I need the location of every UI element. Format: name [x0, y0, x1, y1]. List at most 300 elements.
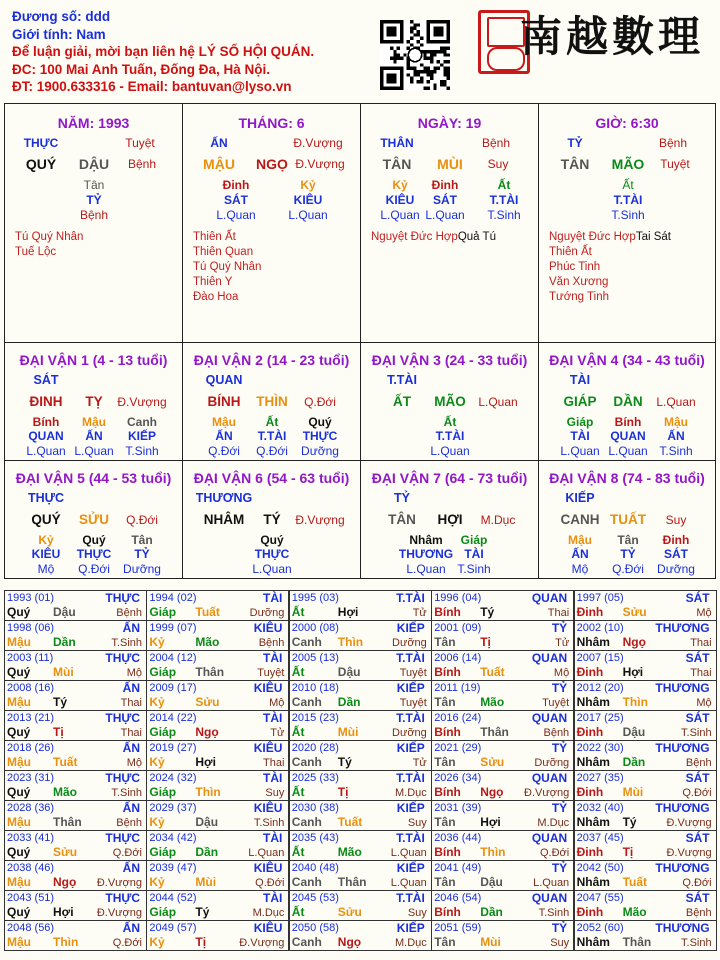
year-god: KIÊU — [253, 921, 283, 935]
luck-stem: TÂN — [388, 512, 416, 527]
year-phase: Q.Đới — [682, 787, 712, 799]
year-phase: Bệnh — [116, 817, 142, 829]
star-item: Thiên Ất — [549, 246, 592, 258]
year-cell — [574, 680, 717, 711]
luck-stem: ĐINH — [29, 394, 63, 409]
year-cell — [431, 770, 574, 801]
year-branch: Tuất — [53, 755, 78, 769]
pillar-branch: NGỌ — [256, 156, 288, 172]
year-branch: Mão — [195, 635, 220, 649]
year-cell — [289, 680, 432, 711]
year-stem: Mậu — [7, 635, 31, 649]
year-label: 2046 (54) — [434, 892, 482, 904]
year-god: THỰC — [105, 771, 140, 785]
year-phase: Dưỡng — [249, 607, 285, 619]
year-branch: Tý — [195, 905, 210, 919]
year-branch: Tuất — [622, 875, 648, 889]
year-phase: Đ.Vượng — [96, 877, 142, 889]
year-god: T.TÀI — [396, 651, 425, 665]
pillar-cell — [182, 103, 361, 343]
year-label: 2040 (48) — [291, 862, 339, 874]
luck-stem: CANH — [560, 512, 600, 527]
year-phase: Tử — [412, 607, 427, 619]
year-cell — [289, 800, 432, 831]
year-stem: Đinh — [576, 605, 604, 619]
luck-star: QUAN — [205, 373, 243, 387]
year-cell — [4, 860, 147, 891]
luck-cell — [538, 460, 716, 579]
year-branch: Dậu — [53, 605, 76, 619]
pillar-stem: TÂN — [382, 156, 412, 172]
year-phase: T.Sinh — [253, 817, 285, 829]
year-stem: Mậu — [7, 935, 31, 949]
luck-hidden-stem: Quý — [82, 533, 106, 547]
luck-hidden-stem: Đinh — [662, 533, 690, 547]
year-stem: Mậu — [7, 695, 31, 709]
year-cell — [289, 890, 432, 921]
year-phase: Thai — [690, 667, 712, 679]
year-phase: Suy — [407, 907, 427, 919]
pillar-stem: MẬU — [203, 156, 235, 172]
luck-hidden-god: QUAN — [28, 429, 64, 443]
year-label: 2039 (47) — [149, 862, 197, 874]
year-phase: Bệnh — [543, 727, 570, 739]
luck-hidden-stem: Canh — [127, 415, 157, 429]
year-stem: Ất — [291, 605, 305, 619]
year-label: 2000 (08) — [291, 622, 339, 634]
year-stem: Quý — [7, 665, 31, 679]
hidden-god: SÁT — [433, 193, 457, 207]
year-stem: Tân — [434, 695, 456, 709]
year-god: QUAN — [531, 711, 568, 725]
luck-star: TỶ — [394, 491, 410, 505]
qr-code-icon[interactable] — [380, 20, 450, 90]
year-phase: M.Dục — [395, 937, 427, 949]
year-branch: Dậu — [622, 725, 646, 739]
year-god: KIẾP — [396, 741, 425, 755]
year-stem: Mậu — [7, 815, 31, 829]
year-god: ẤN — [122, 921, 140, 935]
year-branch: Thân — [195, 665, 225, 679]
year-branch: Tị — [53, 725, 64, 739]
year-branch: Hợi — [622, 665, 644, 679]
year-label: 2001 (09) — [434, 622, 482, 634]
year-stem: Đinh — [576, 905, 604, 919]
luck-hidden-god: KIẾP — [127, 429, 156, 443]
year-phase: Suy — [407, 817, 427, 829]
pillar-cell — [4, 103, 183, 343]
year-god: TỶ — [551, 861, 568, 875]
year-phase: Đ.Vượng — [666, 817, 712, 829]
year-cell — [289, 740, 432, 771]
luck-hidden-phase: L.Quan — [26, 444, 66, 458]
year-phase: Mộ — [696, 607, 712, 619]
year-god: THƯƠNG — [655, 621, 710, 635]
year-cell — [146, 860, 289, 891]
year-label: 2032 (40) — [576, 802, 624, 814]
year-branch: Dần — [622, 755, 646, 769]
year-phase: Mộ — [696, 697, 712, 709]
year-phase: Đ.Vượng — [666, 847, 712, 859]
luck-stem: GIÁP — [563, 394, 597, 409]
year-god: THỰC — [105, 591, 140, 605]
star-item: Văn Xương — [549, 276, 609, 288]
luck-hidden-stem: Bính — [614, 415, 642, 429]
pillar-stem: QUÝ — [25, 156, 57, 172]
luck-hidden-god: TỶ — [134, 547, 150, 561]
star-item: Thiên Y — [193, 276, 233, 288]
year-branch: Mùi — [337, 725, 359, 739]
year-cell — [431, 590, 574, 621]
year-stem: Mậu — [7, 875, 31, 889]
year-cell — [431, 680, 574, 711]
year-god: TỶ — [551, 801, 568, 815]
year-label: 2021 (29) — [434, 742, 482, 754]
year-stem: Nhâm — [576, 875, 610, 889]
luck-hidden-god: TÀI — [570, 429, 590, 443]
year-phase: Tuyệt — [257, 667, 285, 679]
year-cell — [431, 710, 574, 741]
year-label: 2041 (49) — [434, 862, 482, 874]
year-label: 2008 (16) — [7, 682, 55, 694]
year-branch: Dần — [480, 905, 503, 919]
pillar-branch-state: Tuyệt — [660, 157, 690, 171]
year-god: QUAN — [531, 591, 568, 605]
year-stem: Nhâm — [576, 935, 610, 949]
pillar-stars — [549, 230, 671, 305]
year-branch: Mão — [337, 845, 362, 859]
year-stem: Đinh — [576, 785, 604, 799]
year-stem: Nhâm — [576, 815, 610, 829]
hidden-stem: Ất — [622, 178, 634, 192]
year-god: THƯƠNG — [655, 921, 710, 935]
luck-hidden-stem: Bính — [32, 415, 60, 429]
year-phase: T.Sinh — [538, 907, 570, 919]
year-label: 2052 (60) — [576, 922, 624, 934]
luck-hidden-phase: T.Sinh — [659, 444, 693, 458]
pillar-stem: TÂN — [560, 156, 590, 172]
luck-header: ĐẠI VẬN 7 (64 - 73 tuổi) — [371, 470, 528, 486]
year-phase: Dưỡng — [392, 727, 427, 739]
year-phase: M.Dục — [537, 817, 570, 829]
year-label: 2003 (11) — [7, 652, 54, 664]
year-cell — [4, 920, 147, 951]
luck-branch: HỢI — [437, 512, 463, 527]
year-branch: Thìn — [622, 695, 648, 709]
year-label: 2005 (13) — [291, 652, 339, 664]
header-line-2: Để luận giải, mời bạn liên hệ LÝ SỐ HỘI QUÁN. — [12, 44, 315, 59]
year-god: SÁT — [685, 591, 710, 605]
year-god: SÁT — [685, 711, 710, 725]
year-branch: Dần — [337, 695, 361, 709]
year-phase: L.Quan — [390, 847, 427, 859]
year-god: KIẾP — [396, 921, 425, 935]
year-branch: Tị — [480, 635, 491, 649]
year-cell — [289, 830, 432, 861]
year-branch: Sửu — [195, 695, 220, 709]
year-branch: Mùi — [622, 785, 644, 799]
year-cell — [574, 890, 717, 921]
year-god: THƯƠNG — [655, 681, 710, 695]
luck-hidden-stem: Mậu — [568, 533, 592, 547]
year-label: 2015 (23) — [291, 712, 339, 724]
pillar-branch: MÙI — [437, 156, 463, 172]
year-god: KIÊU — [253, 741, 283, 755]
year-cell — [146, 590, 289, 621]
year-cell — [289, 860, 432, 891]
year-god: KIÊU — [253, 621, 283, 635]
star-item: Phúc Tinh — [549, 261, 601, 273]
year-phase: Suy — [550, 937, 570, 949]
year-cell — [574, 860, 717, 891]
year-label: 2004 (12) — [149, 652, 197, 664]
year-label: 2044 (52) — [149, 892, 197, 904]
year-branch: Hợi — [53, 905, 74, 919]
luck-branch-state: Đ.Vượng — [117, 395, 167, 409]
year-label: 2029 (37) — [149, 802, 197, 814]
year-branch: Thìn — [337, 635, 364, 649]
year-label: 2050 (58) — [291, 922, 339, 934]
luck-header: ĐẠI VẬN 6 (54 - 63 tuổi) — [193, 470, 350, 486]
year-cell — [146, 800, 289, 831]
year-label: 2045 (53) — [291, 892, 339, 904]
year-phase: Đ.Vượng — [96, 907, 142, 919]
year-god: QUAN — [531, 831, 568, 845]
year-phase: T.Sinh — [111, 637, 142, 649]
year-god: SÁT — [685, 651, 710, 665]
year-label: 2016 (24) — [434, 712, 482, 724]
luck-star: THỰC — [27, 491, 65, 505]
year-god: QUAN — [531, 891, 568, 905]
year-label: 1997 (05) — [576, 592, 624, 604]
pillar-top-state: Bệnh — [658, 136, 688, 150]
year-phase: T.Sinh — [681, 727, 712, 739]
year-label: 2012 (20) — [576, 682, 624, 694]
year-god: QUAN — [531, 771, 568, 785]
year-cell — [574, 770, 717, 801]
year-branch: Sửu — [337, 905, 362, 919]
luck-hidden-god: T.TÀI — [257, 429, 287, 443]
year-god: THỰC — [105, 711, 140, 725]
luck-hidden-stem: Quý — [260, 533, 284, 547]
year-phase: Dưỡng — [392, 637, 427, 649]
year-label: 2019 (27) — [149, 742, 197, 754]
year-god: TÀI — [263, 891, 283, 905]
year-label: 2042 (50) — [576, 862, 624, 874]
luck-hidden-phase: L.Quan — [608, 444, 648, 458]
year-label: 2048 (56) — [7, 922, 55, 934]
year-label: 2009 (17) — [149, 682, 197, 694]
year-cell — [574, 650, 717, 681]
hidden-stem: Kỷ — [300, 178, 316, 192]
year-phase: L.Quan — [533, 877, 570, 889]
luck-hidden-phase: Dưỡng — [123, 562, 161, 576]
year-stem: Ất — [291, 905, 305, 919]
year-stem: Bính — [434, 725, 461, 739]
pillar-stars — [371, 230, 496, 245]
luck-hidden-phase: Dưỡng — [657, 562, 695, 576]
luck-star: KIẾP — [565, 491, 595, 505]
luck-branch: TÝ — [263, 512, 281, 527]
year-label: 2031 (39) — [434, 802, 482, 814]
luck-header: ĐẠI VẬN 3 (24 - 33 tuổi) — [371, 352, 528, 368]
luck-branch-state: Suy — [665, 513, 687, 527]
luck-hidden-stem: Mậu — [664, 415, 688, 429]
year-cell — [431, 890, 574, 921]
year-stem: Tân — [434, 815, 456, 829]
luck-hidden-god: TÀI — [464, 547, 484, 561]
year-cell — [4, 710, 147, 741]
year-stem: Kỷ — [149, 695, 165, 709]
year-branch: Thân — [53, 815, 82, 829]
year-god: KIÊU — [253, 681, 283, 695]
year-phase: Đ.Vượng — [239, 937, 285, 949]
year-phase: Q.Đới — [255, 877, 285, 889]
year-god: TỶ — [551, 921, 568, 935]
year-stem: Quý — [7, 605, 31, 619]
pillar-branch-state: Suy — [487, 157, 509, 171]
year-label: 2006 (14) — [434, 652, 482, 664]
year-phase: M.Dục — [395, 787, 427, 799]
year-stem: Bính — [434, 605, 461, 619]
year-phase: L.Quan — [248, 847, 285, 859]
year-stem: Ất — [291, 665, 305, 679]
year-branch: Dậu — [195, 815, 219, 829]
year-god: TÀI — [263, 711, 283, 725]
luck-branch: DẦN — [613, 394, 643, 409]
year-god: ẤN — [122, 741, 140, 755]
year-label: 1996 (04) — [434, 592, 482, 604]
year-cell — [4, 650, 147, 681]
year-god: TÀI — [263, 591, 283, 605]
luck-hidden-god: T.TÀI — [435, 429, 465, 443]
year-stem: Nhâm — [576, 755, 610, 769]
year-branch: Tý — [622, 815, 637, 829]
luck-star: THƯƠNG — [195, 491, 253, 505]
year-label: 2002 (10) — [576, 622, 624, 634]
year-branch: Ngọ — [622, 635, 646, 649]
luck-hidden-phase: Mộ — [37, 562, 55, 576]
hidden-god: SÁT — [224, 193, 248, 207]
hidden-phase: T.Sinh — [487, 208, 521, 222]
luck-branch-state: M.Dục — [480, 513, 516, 527]
year-label: 2049 (57) — [149, 922, 197, 934]
year-stem: Kỷ — [149, 935, 165, 949]
pillar-top-state: Đ.Vượng — [293, 136, 343, 150]
year-label: 2051 (59) — [434, 922, 482, 934]
star-item: Đào Hoa — [193, 291, 239, 303]
year-cell — [4, 800, 147, 831]
luck-branch-state: Đ.Vượng — [295, 513, 345, 527]
luck-hidden-god: ẤN — [571, 547, 589, 561]
luck-hidden-phase: L.Quan — [560, 444, 600, 458]
luck-hidden-stem: Nhâm — [409, 533, 443, 547]
star-item: Nguyệt Đức Hợp — [549, 231, 636, 243]
year-god: T.TÀI — [396, 711, 425, 725]
pillar-branch-state: Bệnh — [127, 157, 157, 171]
year-branch: Thìn — [195, 785, 221, 799]
year-god: TÀI — [263, 831, 283, 845]
year-cell — [289, 590, 432, 621]
luck-stem: QUÝ — [31, 512, 61, 527]
year-stem: Bính — [434, 785, 461, 799]
luck-hidden-stem: Quý — [308, 415, 332, 429]
year-branch: Thìn — [53, 935, 79, 949]
luck-hidden-god: THƯƠNG — [398, 547, 454, 561]
year-cell — [146, 920, 289, 951]
year-phase: Tuyệt — [399, 697, 427, 709]
year-stem: Canh — [291, 755, 322, 769]
year-god: ẤN — [122, 861, 140, 875]
header-line-0: Đương số: ddd — [12, 9, 111, 24]
year-branch: Hợi — [337, 605, 359, 619]
hidden-god: TỶ — [86, 193, 102, 207]
year-cell — [574, 800, 717, 831]
hidden-god: KIÊU — [385, 193, 415, 207]
year-cell — [4, 830, 147, 861]
luck-hidden-stem: Mậu — [212, 415, 236, 429]
pillar-stars — [193, 230, 261, 305]
star-item: Tướng Tinh — [549, 291, 609, 303]
pillar-cell — [538, 103, 716, 343]
year-phase: Q.Đới — [539, 847, 570, 859]
year-phase: Bệnh — [116, 607, 142, 619]
year-cell — [431, 620, 574, 651]
hidden-stem: Ất — [497, 178, 511, 192]
year-god: ẤN — [122, 801, 140, 815]
luck-hidden-phase: L.Quan — [252, 562, 292, 576]
year-stem: Canh — [291, 695, 322, 709]
year-cell — [146, 830, 289, 861]
star-line — [371, 230, 496, 245]
year-branch: Tị — [622, 845, 634, 859]
luck-header: ĐẠI VẬN 5 (44 - 53 tuổi) — [15, 470, 172, 486]
year-phase: Suy — [265, 787, 285, 799]
year-branch: Tý — [337, 755, 352, 769]
luck-hidden-phase: T.Sinh — [457, 562, 491, 576]
year-stem: Giáp — [149, 665, 177, 679]
year-god: KIẾP — [396, 621, 425, 635]
year-phase: Đ.Vượng — [524, 787, 570, 799]
luck-hidden-stem: Tân — [131, 533, 153, 547]
luck-branch: TỴ — [85, 394, 103, 409]
year-god: KIÊU — [253, 801, 283, 815]
year-god: T.TÀI — [396, 591, 425, 605]
year-stem: Giáp — [149, 845, 177, 859]
hidden-phase: L.Quan — [216, 208, 256, 222]
year-stem: Ất — [291, 725, 305, 739]
hidden-phase: T.Sinh — [611, 208, 645, 222]
year-stem: Quý — [7, 845, 31, 859]
luck-stem: ẤT — [393, 394, 411, 409]
year-stem: Canh — [291, 935, 322, 949]
pillar-branch: MÃO — [611, 156, 645, 172]
hidden-phase: L.Quan — [380, 208, 420, 222]
year-cell — [4, 620, 147, 651]
year-label: 2035 (43) — [291, 832, 339, 844]
year-phase: Mộ — [269, 697, 285, 709]
pillar-top-star: ẤN — [210, 136, 228, 150]
year-stem: Kỷ — [149, 635, 165, 649]
year-god: SÁT — [685, 831, 710, 845]
luck-hidden-god: SÁT — [664, 547, 688, 561]
year-god: THỰC — [105, 651, 140, 665]
year-branch: Sửu — [53, 845, 78, 859]
hidden-stem: Kỷ — [392, 178, 408, 192]
year-cell — [431, 740, 574, 771]
year-cell — [146, 740, 289, 771]
year-cell — [146, 890, 289, 921]
